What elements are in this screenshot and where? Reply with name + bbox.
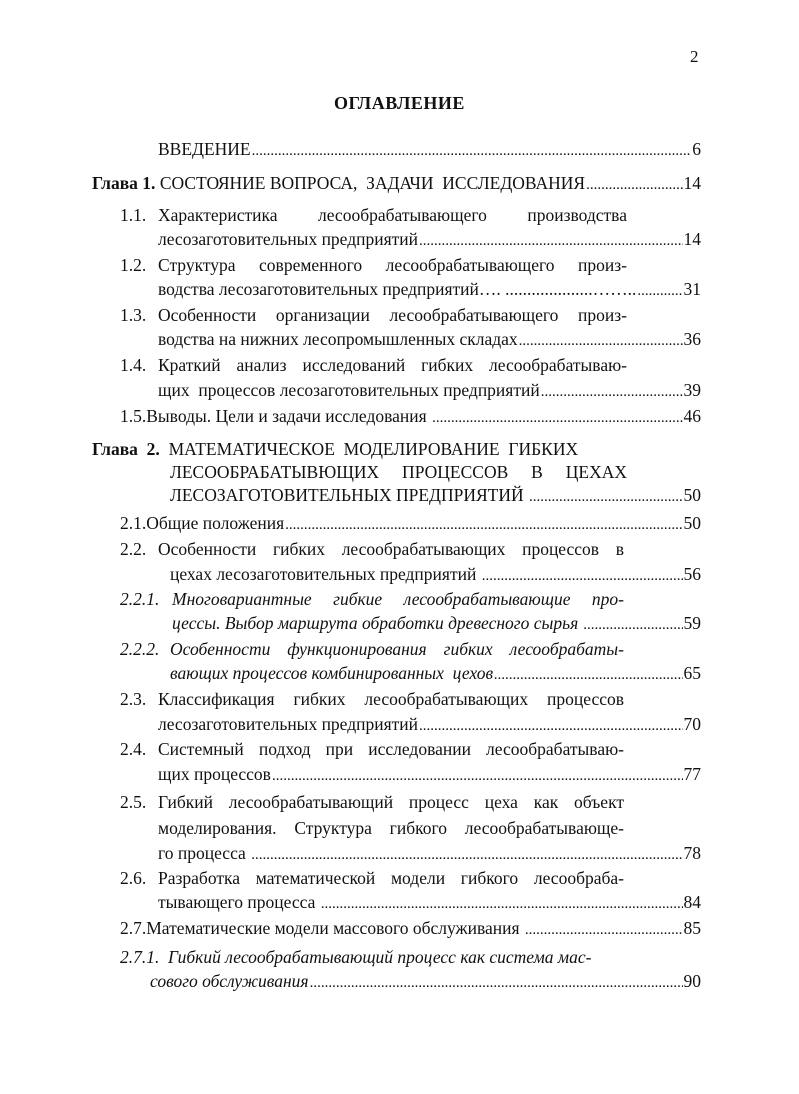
section-number: 1.4.: [120, 355, 147, 375]
dot-leader: [637, 278, 682, 304]
section-title-line: цессы. Выбор маршрута обработки древесного сырья: [172, 613, 583, 633]
section-title-line: Общие положения: [146, 513, 285, 533]
section-title-line: Гибкий лесообрабатывающий процесс как система мас-: [168, 947, 592, 967]
section-title-line: Характеристика лесообрабатывающего производства: [158, 205, 627, 225]
section-title-line: Классификация гибких лесообрабатывающих процессов: [158, 689, 624, 709]
dot-leader: [541, 379, 683, 405]
dot-leader: [310, 970, 683, 996]
dot-leader: [529, 484, 683, 510]
toc-entry-1-2[interactable]: [120, 252, 146, 278]
toc-entry-2-5[interactable]: [120, 789, 146, 815]
section-title-line: лесозаготовительных предприятий: [158, 714, 419, 734]
entry-page: 70: [683, 714, 701, 734]
section-number: 2.5.: [120, 792, 147, 812]
section-title-line: [168, 944, 591, 970]
entry-page: 36: [683, 329, 701, 349]
section-number: 2.3.: [120, 689, 147, 709]
section-number: 2.1.: [120, 513, 147, 533]
section-number: 2.2.: [120, 539, 147, 559]
page-number: 2: [690, 47, 699, 66]
entry-page: 31: [683, 279, 701, 299]
toc-entry-2-7-1-cont[interactable]: [150, 968, 701, 996]
entry-page: 50: [683, 513, 701, 533]
section-number: 2.7.: [120, 918, 147, 938]
entry-page: 50: [683, 485, 701, 505]
section-title-line: Системный подход при исследовании лесообрабатываю-: [158, 739, 624, 759]
toc-entry-1-2-cont[interactable]: [158, 276, 701, 304]
chapter-title: ЛЕСООБРАБАТЫВЮЩИХ ПРОЦЕССОВ В ЦЕХАХ: [170, 462, 627, 482]
entry-page: 77: [683, 764, 701, 784]
section-title-line: Особенности гибких лесообрабатывающих процессов в: [158, 539, 624, 559]
section-title-line: Структура современного лесообрабатывающего произ-: [158, 255, 627, 275]
dot-leader: [494, 662, 682, 688]
entry-page: 59: [683, 613, 701, 633]
toc-entry-2-6-cont[interactable]: [158, 889, 701, 917]
dot-leader: [519, 328, 683, 354]
toc-entry-2-3-cont[interactable]: [158, 711, 701, 739]
section-title-line: водства лесозаготовительных предприятий…. ....................……..: [158, 279, 637, 299]
toc-entry-2-1[interactable]: [120, 510, 701, 538]
toc-entry-1-4[interactable]: [120, 352, 146, 378]
dot-leader: [419, 228, 682, 254]
section-title-line: Математические модели массового обслуживания: [146, 918, 524, 938]
chapter-title: МАТЕМАТИЧЕСКОЕ МОДЕЛИРОВАНИЕ ГИБКИХ: [159, 439, 579, 459]
section-number: 1.3.: [120, 305, 147, 325]
entry-page: 90: [683, 971, 701, 991]
section-title-line: моделирования. Структура гибкого лесообрабатывающе-: [158, 818, 624, 838]
dot-leader: [584, 612, 683, 638]
entry-page: 14: [683, 173, 701, 193]
section-title-line: Многовариантные гибкие лесообрабатывающие про-: [172, 589, 624, 609]
section-title-line: лесозаготовительных предприятий: [158, 229, 419, 249]
toc-entry-1-3-cont[interactable]: [158, 326, 701, 354]
section-title-line: цехах лесозаготовительных предприятий: [170, 564, 481, 584]
dot-leader: [252, 138, 692, 164]
toc-entry-chapter-1[interactable]: [92, 170, 701, 198]
section-title-line: Разработка математической модели гибкого лесообраба-: [158, 868, 624, 888]
toc-entry-1-4-cont[interactable]: [158, 377, 701, 405]
toc-entry-2-2[interactable]: [120, 536, 146, 562]
entry-page: 78: [683, 843, 701, 863]
section-title-line: Особенности функционирования гибких лесообрабаты-: [170, 639, 624, 659]
toc-entry-2-7[interactable]: [120, 915, 701, 943]
dot-leader: [525, 917, 683, 943]
section-title-line: Гибкий лесообрабатывающий процесс цеха как объект: [158, 792, 624, 812]
toc-entry-2-4[interactable]: [120, 736, 146, 762]
section-title-line: щих процессов лесозаготовительных предприятий: [158, 380, 540, 400]
section-number: 2.2.2.: [120, 639, 160, 659]
section-title-line: щих процессов: [158, 764, 271, 784]
entry-page: 65: [683, 663, 701, 683]
section-title-line: Выводы. Цели и задачи исследования: [146, 406, 432, 426]
entry-page: 84: [683, 892, 701, 912]
entry-page: 39: [683, 380, 701, 400]
dot-leader: [285, 512, 682, 538]
section-title-line: Краткий анализ исследований гибких лесообрабатываю-: [158, 355, 627, 375]
chapter-title: СОСТОЯНИЕ ВОПРОСА, ЗАДАЧИ ИССЛЕДОВАНИЯ: [155, 173, 586, 193]
toc-entry-1-1-cont[interactable]: [158, 226, 701, 254]
section-number: 1.1.: [120, 205, 147, 225]
toc-entry-2-6[interactable]: [120, 865, 146, 891]
section-title-line: тывающего процесса: [158, 892, 320, 912]
dot-leader: [321, 891, 683, 917]
toc-entry-2-2-cont[interactable]: [170, 561, 701, 589]
dot-leader: [432, 405, 682, 431]
entry-page: 85: [683, 918, 701, 938]
toc-entry-2-4-cont[interactable]: [158, 761, 701, 789]
toc-entry-1-5[interactable]: [120, 403, 701, 431]
toc-entry-1-3[interactable]: [120, 302, 146, 328]
dot-leader: [586, 172, 682, 198]
dot-leader: [272, 763, 683, 789]
section-number: 1.5.: [120, 406, 147, 426]
toc-entry-2-2-2[interactable]: [120, 636, 159, 662]
entry-page: 46: [683, 406, 701, 426]
toc-entry-2-2-1-cont[interactable]: [172, 610, 701, 638]
toc-entry-2-2-2-cont[interactable]: [170, 660, 701, 688]
chapter-prefix: Глава 2.: [92, 439, 160, 459]
section-number: 2.7.1.: [120, 947, 160, 967]
section-title-line: вающих процессов комбинированных цехов: [170, 663, 494, 683]
toc-entry-2-3[interactable]: [120, 686, 146, 712]
toc-entry-2-7-1[interactable]: [120, 944, 159, 970]
toc-entry-2-5-cont[interactable]: [158, 840, 701, 868]
section-number: 2.4.: [120, 739, 147, 759]
section-number: 2.6.: [120, 868, 147, 888]
section-title-line: водства на нижних лесопромышленных складах: [158, 329, 518, 349]
toc-title: ОГЛАВЛЕНИЕ: [334, 93, 465, 113]
toc-entry-introduction[interactable]: [158, 136, 701, 164]
section-title-line: го процесса: [158, 843, 251, 863]
section-title-line: сового обслуживания: [150, 971, 309, 991]
section-title-line: Особенности организации лесообрабатывающего произ-: [158, 305, 627, 325]
chapter-prefix: Глава 1.: [92, 173, 156, 193]
chapter-title: ЛЕСОЗАГОТОВИТЕЛЬНЫХ ПРЕДПРИЯТИЙ: [170, 485, 528, 505]
entry-page: 14: [683, 229, 701, 249]
section-number: 2.2.1.: [120, 589, 160, 609]
toc-entry-1-1[interactable]: [120, 202, 157, 228]
entry-page: 6: [692, 139, 701, 159]
entry-page: 56: [683, 564, 701, 584]
entry-label: ВВЕДЕНИЕ: [158, 139, 251, 159]
toc-entry-chapter-2-cont[interactable]: [170, 482, 701, 510]
section-number: 1.2.: [120, 255, 147, 275]
toc-entry-2-2-1[interactable]: [120, 586, 159, 612]
